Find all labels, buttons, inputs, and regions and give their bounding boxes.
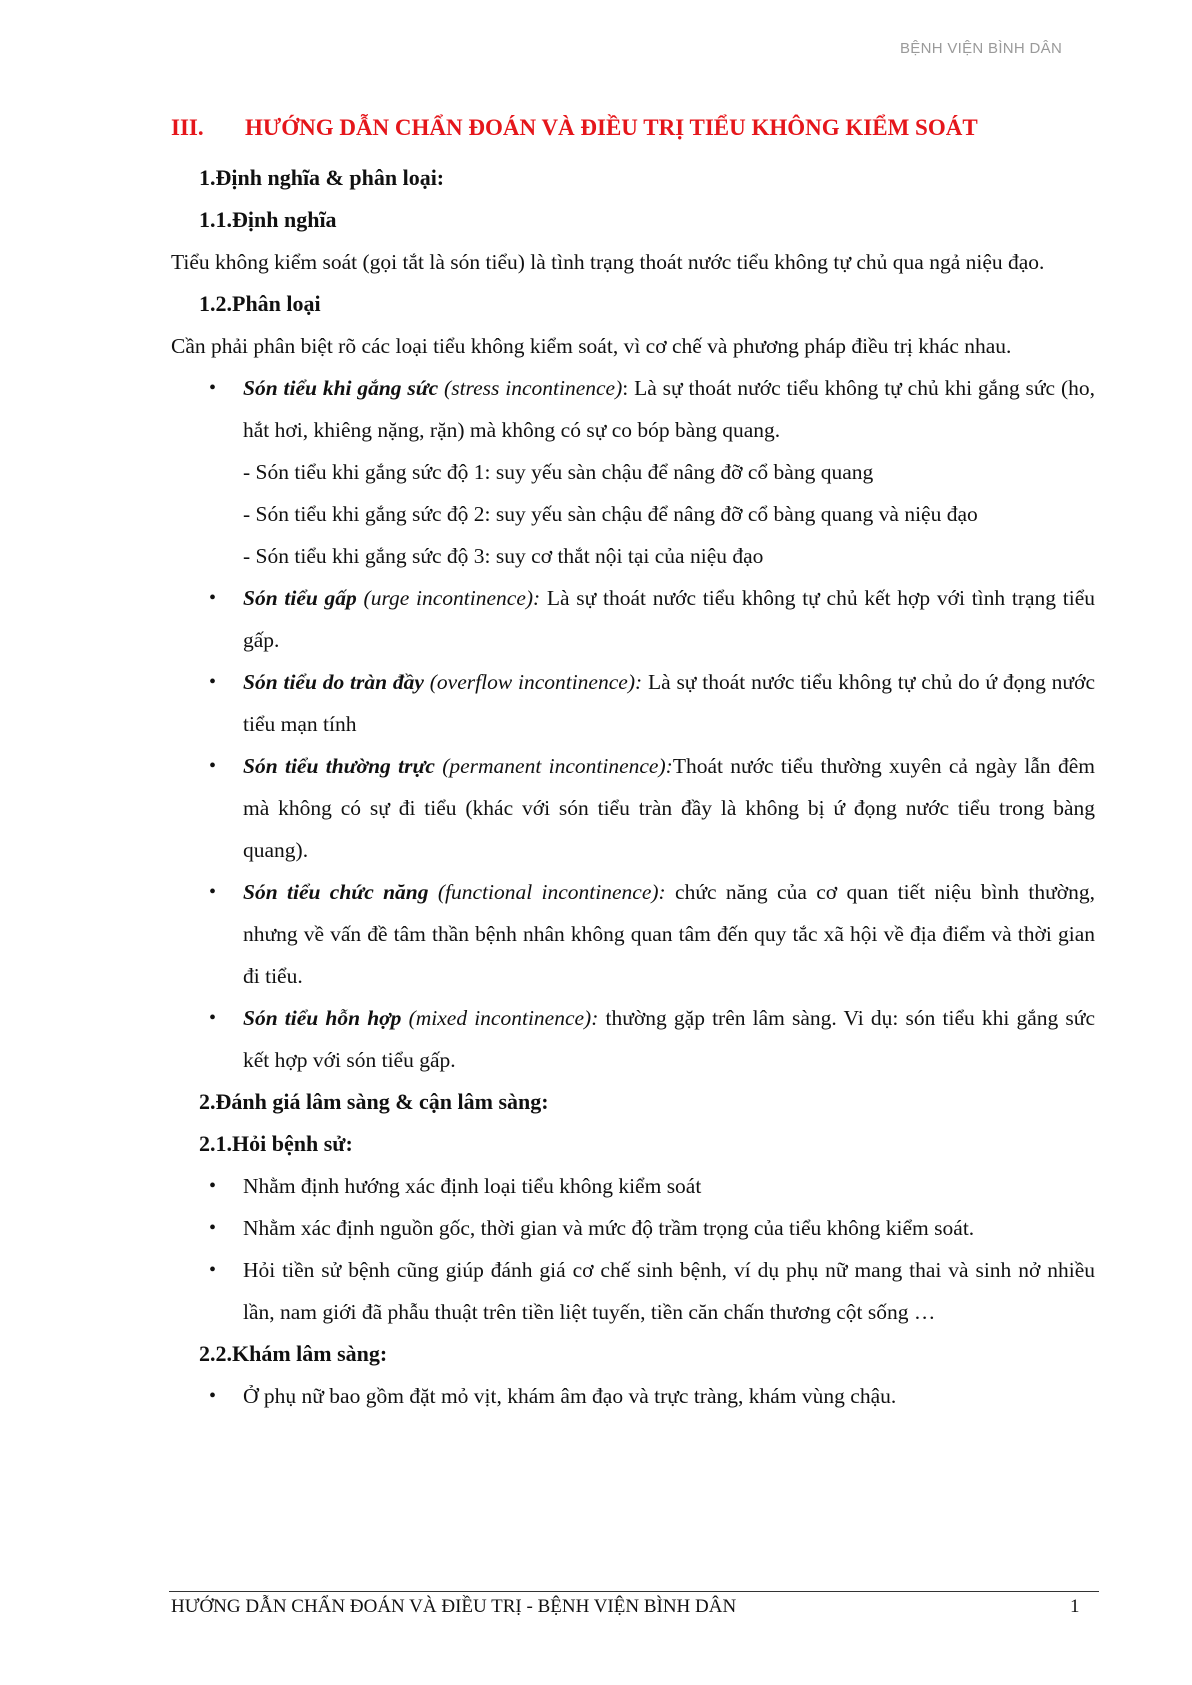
section-1-heading: 1.Định nghĩa & phân loại: (199, 165, 445, 190)
item-text: Là sự thoát nước tiểu không tự chủ do ứ đọng nước tiểu mạn tính (243, 670, 1095, 736)
bullet-icon: • (209, 587, 217, 609)
chapter-number: III. (171, 115, 204, 140)
list-item (171, 745, 1095, 871)
bullet-icon: • (209, 671, 217, 693)
bullet-icon: • (209, 377, 217, 399)
english-term: (urge incontinence): (356, 586, 541, 610)
item-text: Hỏi tiền sử bệnh cũng giúp đánh giá cơ chế sinh bệnh, ví dụ phụ nữ mang thai và sinh nở nhiều lần, nam giới đã phẫu thuật trên tiền liệt tuyến, tiền căn chấn thương cột sống … (243, 1258, 1095, 1324)
list-item (171, 1165, 1095, 1207)
list-item (171, 871, 1095, 997)
item-text: chức năng của cơ quan tiết niệu bình thường, nhưng về vấn đề tâm thần bệnh nhân không quan tâm đến quy tắc xã hội về địa điểm và thời gian đi tiểu. (243, 880, 1095, 988)
list-item (171, 1207, 1095, 1249)
stress-grade-2: - Són tiểu khi gắng sức độ 2: suy yếu sàn chậu để nâng đỡ cổ bàng quang và niệu đạo (243, 502, 978, 526)
english-term: (permanent incontinence): (434, 754, 673, 778)
bullet-icon: • (209, 1217, 217, 1239)
classification-intro: Cần phải phân biệt rõ các loại tiểu không kiểm soát, vì cơ chế và phương pháp điều trị khác nhau. (171, 334, 1012, 358)
bullet-icon: • (209, 1259, 217, 1281)
classification-list-continued (171, 577, 1095, 1081)
term: Són tiểu khi gắng sức (243, 376, 439, 400)
bullet-icon: • (209, 1007, 217, 1029)
list-item (171, 1375, 1095, 1417)
bullet-icon: • (209, 1175, 217, 1197)
history-list (171, 1165, 1095, 1333)
item-text: Nhằm định hướng xác định loại tiểu không kiểm soát (243, 1174, 702, 1198)
chapter-title (171, 108, 1095, 148)
term: Són tiểu do tràn đầy (243, 670, 424, 694)
footer-divider (169, 1591, 1099, 1592)
list-item (171, 577, 1095, 661)
stress-grade-1: - Són tiểu khi gắng sức độ 1: suy yếu sàn chậu để nâng đỡ cổ bàng quang (243, 460, 874, 484)
english-term: (stress incontinence) (438, 376, 623, 400)
term: Són tiểu chức năng (243, 880, 429, 904)
page-content (171, 108, 1095, 1417)
definition-paragraph: Tiểu không kiểm soát (gọi tắt là són tiểu) là tình trạng thoát nước tiểu không tự chủ qua ngả niệu đạo. (171, 250, 1045, 274)
term: Són tiểu hỗn hợp (243, 1006, 402, 1030)
bullet-icon: • (209, 881, 217, 903)
item-text: Là sự thoát nước tiểu không tự chủ kết hợp với tình trạng tiểu gấp. (243, 586, 1095, 652)
list-item (171, 661, 1095, 745)
term: Són tiểu gấp (243, 586, 357, 610)
list-item (171, 997, 1095, 1081)
item-text: Ở phụ nữ bao gồm đặt mỏ vịt, khám âm đạo và trực tràng, khám vùng chậu. (243, 1384, 897, 1408)
english-term: (mixed incontinence): (401, 1006, 599, 1030)
stress-grade-3: - Són tiểu khi gắng sức độ 3: suy cơ thắt nội tại của niệu đạo (243, 544, 764, 568)
section-1-2-heading: 1.2.Phân loại (199, 291, 321, 316)
term: Són tiểu thường trực (243, 754, 435, 778)
running-header: BỆNH VIỆN BÌNH DÂN (900, 40, 1063, 57)
item-text: Nhằm xác định nguồn gốc, thời gian và mức độ trầm trọng của tiểu không kiểm soát. (243, 1216, 975, 1240)
classification-list (171, 367, 1095, 451)
section-2-2-heading: 2.2.Khám lâm sàng: (199, 1341, 388, 1366)
item-text: thường gặp trên lâm sàng. Vi dụ: són tiểu khi gắng sức kết hợp với són tiểu gấp. (243, 1006, 1095, 1072)
page-number: 1 (1070, 1596, 1080, 1617)
english-term: (overflow incontinence): (423, 670, 643, 694)
bullet-icon: • (209, 1385, 217, 1407)
footer-text: HƯỚNG DẪN CHẨN ĐOÁN VÀ ĐIỀU TRỊ - BỆNH VIỆN BÌNH DÂN (171, 1596, 737, 1617)
section-1-1-heading: 1.1.Định nghĩa (199, 207, 337, 232)
bullet-icon: • (209, 755, 217, 777)
exam-list (171, 1375, 1095, 1417)
list-item (171, 1249, 1095, 1333)
item-text: : Là sự thoát nước tiểu không tự chủ khi gắng sức (ho, hắt hơi, khiêng nặng, rặn) mà không có sự co bóp bàng quang. (243, 376, 1095, 442)
list-item (171, 367, 1095, 451)
section-2-1-heading: 2.1.Hỏi bệnh sử: (199, 1131, 353, 1156)
item-text: Thoát nước tiểu thường xuyên cả ngày lẫn đêm mà không có sự đi tiểu (khác với són tiểu tràn đầy là không bị ứ đọng nước tiểu trong bàng quang). (243, 754, 1096, 862)
english-term: (functional incontinence): (428, 880, 666, 904)
section-2-heading: 2.Đánh giá lâm sàng & cận lâm sàng: (199, 1089, 549, 1114)
chapter-title-text: HƯỚNG DẪN CHẨN ĐOÁN VÀ ĐIỀU TRỊ TIỂU KHÔNG KIỂM SOÁT (245, 115, 978, 140)
